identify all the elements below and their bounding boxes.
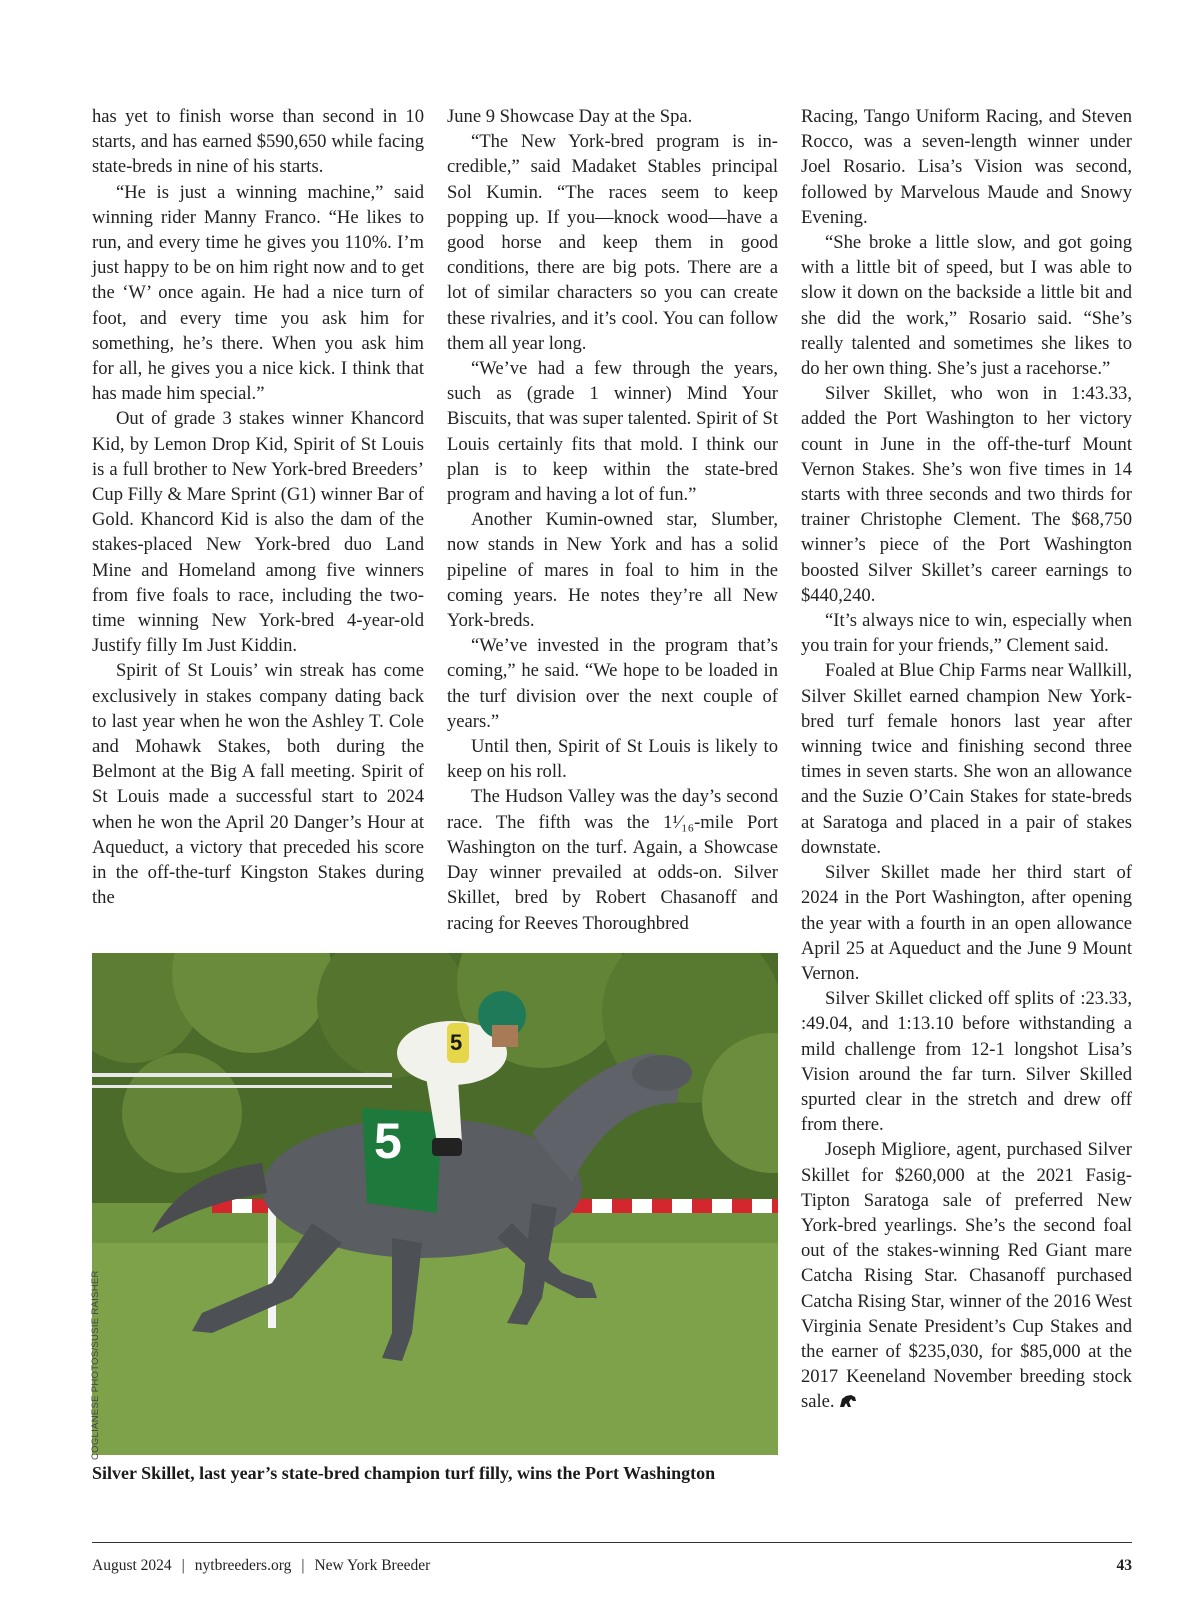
article-paragraph: Racing, Tango Uniform Racing, and Steven Rocco, was a seven-length winner under Joel Rosario. Lisa’s Vision was second, followed by Marvelous Maude and Snowy Evening. (801, 106, 1132, 228)
article-paragraph: “It’s always nice to win, especially when you train for your friends,” Clement said. (801, 610, 1132, 657)
photo-caption: Silver Skillet, last year’s state-bred champion turf filly, wins the Port Washington (92, 1463, 716, 1483)
article-paragraph: Foaled at Blue Chip Farms near Wallkill, Silver Skillet earned champion New York-bred turf female honors last year after winning twice and finishing second three times in seven starts. She won an allowance and the Suzie O’Cain Stakes for state-breds at Saratoga and placed in a pair of stakes downstate. (801, 660, 1132, 858)
footer-site: nytbreeders.org (194, 1557, 292, 1574)
article-paragraph: Silver Skillet, who won in 1:43.33, added the Port Washington to her victory count in June in the off-the-turf Mount Vernon Stakes. She’s won five times in 14 starts with three seconds and two thirds for trainer Christophe Clement. The $68,750 winner’s piece of the Port Washington boosted Silver Skillet’s career earnings to $440,240. (801, 383, 1132, 606)
article-paragraph: “He is just a winning machine,” said winning rider Manny Franco. “He likes to run, and every time he gives you 110%. I’m just happy to be on him right now and to get the ‘W’ once again. He had a nice turn of foot, and every time you ask him for something, he’s there. When you ask him for all, he gives you a nice kick. I think that has made him special.” (92, 181, 424, 405)
article-column-3 (801, 104, 1132, 1415)
article-column-1 (92, 104, 424, 911)
race-photo (92, 953, 778, 1455)
page-footer: August 2024 | nytbreeders.org | New York Breeder 43 (92, 1557, 1132, 1574)
article-paragraph: June 9 Showcase Day at the Spa. (447, 106, 693, 127)
page-number: 43 (1116, 1557, 1132, 1574)
article-paragraph: “The New York-bred program is incredible,” said Madaket Stables principal Sol Kumin. “The races seem to keep popping up. If you—knock wood—have a good horse and keep them in good conditions, there are big pots. There are a lot of similar characters so you can create these rivalries, and it’s cool. You can follow them all year long. (447, 131, 778, 354)
saddle-cloth-number: 5 (374, 1113, 402, 1169)
back-fence (92, 1073, 392, 1077)
article-column-2 (447, 104, 778, 936)
photo-credit: COGLIANESE PHOTOS/SUSIE RAISHER (90, 1270, 101, 1460)
article-paragraph: “She broke a little slow, and got going with a little bit of speed, but I was able to slow it down on the backside a little bit and she did the work,” Rosario said. “She’s really talented and sometimes she likes to do her own thing. She’s just a racehorse.” (801, 232, 1132, 380)
article-paragraph: “We’ve invested in the program that’s coming,” he said. “We hope to be loaded in the turf division over the next couple of years.” (447, 635, 778, 732)
footer-rule (92, 1542, 1132, 1543)
article-paragraph: Out of grade 3 stakes winner Khancord Kid, by Lemon Drop Kid, Spirit of St Louis is a full brother to New York-bred Breeders’ Cup Filly & Mare Sprint (G1) winner Bar of Gold. Khancord Kid is also the dam of the stakes-placed New York-bred duo Land Mine and Homeland among five winners from five foals to race, including the two-time winning New York-bred 4-year-old Justify filly Im Just Kiddin. (92, 408, 424, 657)
article-paragraph: has yet to finish worse than second in 10 starts, and has earned $590,650 while facing state-breds in nine of his starts. (92, 106, 424, 178)
article-paragraph: Silver Skillet made her third start of 2024 in the Port Washington, after opening the year with a fourth in an open allowance April 25 at Aqueduct and the June 9 Mount Vernon. (801, 862, 1132, 984)
article-paragraph: The Hudson Valley was the day’s second race. The fifth was the 1¹⁄₁₆-mile Port Washington on the turf. Again, a Showcase Day winner prevailed at odds-on. Silver Skillet, bred by Robert Chasanoff and racing for Reeves Thoroughbred (447, 786, 778, 934)
article-paragraph: Spirit of St Louis’ win streak has come exclusively in stakes company dating back to last year when he won the Ashley T. Cole and Mohawk Stakes, both during the Belmont at the Big A fall meeting. Spirit of St Louis made a successful start to 2024 when he won the April 20 Danger’s Hour at Aqueduct, a victory that preceded his score in the off-the-turf Kingston Stakes during the (92, 660, 424, 909)
horse-race-illustration (92, 953, 778, 1455)
article-paragraph: Silver Skillet clicked off splits of :23.33, :49.04, and 1:13.10 before withstanding a mild challenge from 12-1 longshot Lisa’s Vision around the far turn. Silver Skilled spurted clear in the stretch and drew off from there. (801, 988, 1132, 1136)
article-paragraph: Until then, Spirit of St Louis is likely to keep on his roll. (447, 736, 778, 783)
jockey-number: 5 (450, 1030, 463, 1055)
footer-publication: New York Breeder (314, 1557, 431, 1574)
saddle-cloth (362, 1108, 442, 1213)
article-paragraph: Another Kumin-owned star, Slumber, now stands in New York and has a solid pipeline of mares in foal to him in the coming years. He notes they’re all New York-breds. (447, 509, 778, 632)
article-paragraph: “We’ve had a few through the years, such as (grade 1 winner) Mind Your Biscuits, that was super talented. Spirit of St Louis certainly fits that mold. I think our plan is to keep within the state-bred program and having a lot of fun.” (447, 358, 778, 506)
article-paragraph: Joseph Migliore, agent, purchased Silver Skillet for $260,000 at the 2021 Fasig-Tipton Saratoga sale of preferred New York-bred yearlings. She’s the second foal out of the stakes-winning Red Giant mare Catcha Rising Star. Chasanoff purchased Catcha Rising Star, winner of the 2016 West Virginia Senate President’s Cup Stakes and the earner of $235,030, for $85,000 at the 2017 Keeneland November breeding stock sale. (801, 1139, 1132, 1413)
footer-date: August 2024 (92, 1557, 172, 1574)
end-of-story-horse-icon (839, 1394, 857, 1408)
